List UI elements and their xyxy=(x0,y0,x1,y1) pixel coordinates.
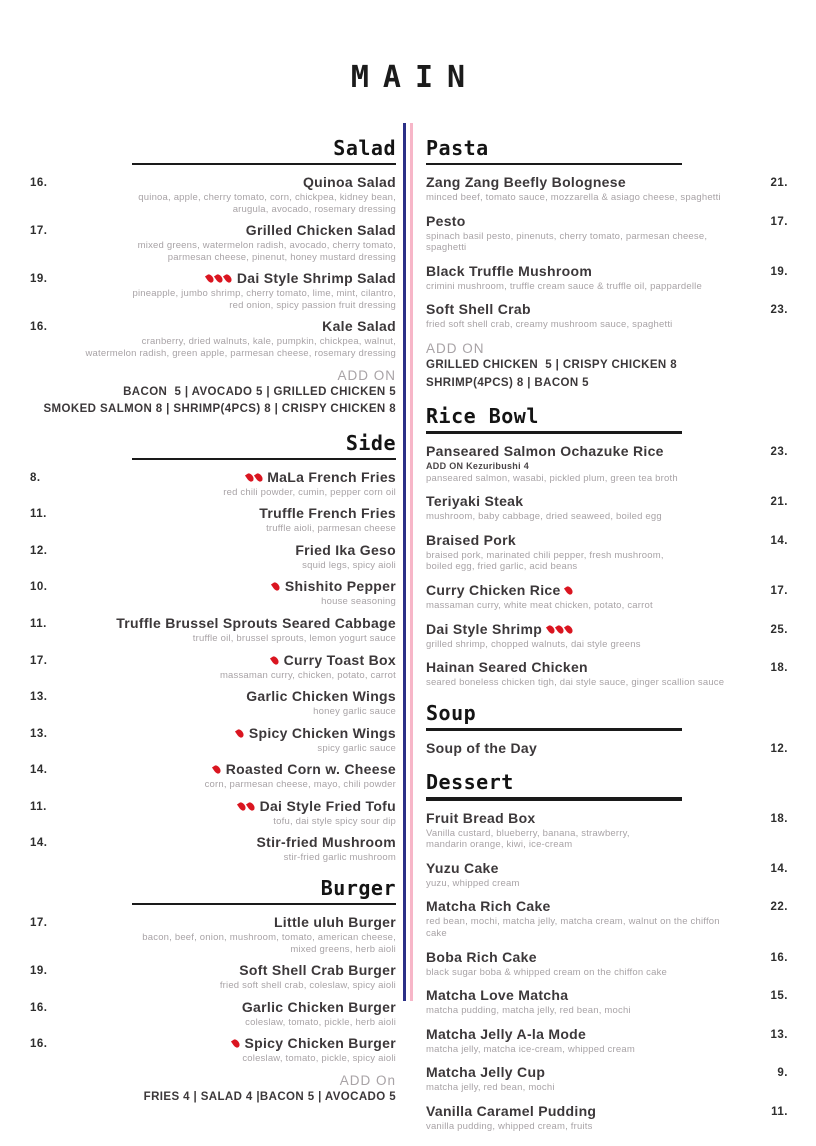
menu-item xyxy=(426,1103,788,1133)
item-name-row xyxy=(83,798,396,816)
menu-item xyxy=(426,582,788,612)
item-name-row xyxy=(83,1035,396,1053)
section-underline xyxy=(426,797,682,801)
item-price: 21. xyxy=(770,496,788,509)
item-description: braised pork, marinated chili pepper, fresh mushroom, xyxy=(426,549,664,561)
item-name: Soup of the Day xyxy=(426,740,538,757)
section-pasta xyxy=(426,137,788,392)
item-description: mixed greens, watermelon radish, avocado, cherry tomato, xyxy=(137,240,396,252)
section-burger xyxy=(28,877,396,1107)
item-description: truffle oil, brussel sprouts, lemon yogurt sauce xyxy=(192,632,396,644)
item-name-row xyxy=(426,621,738,639)
addon-block xyxy=(426,340,788,392)
item-price: 16. xyxy=(30,1038,48,1051)
item-price: 13. xyxy=(30,691,48,704)
item-name: Garlic Chicken Burger xyxy=(241,998,396,1015)
addon-title: ADD ON xyxy=(337,367,396,383)
item-name-row xyxy=(426,740,738,758)
spicy-level xyxy=(546,621,573,639)
item-name: Soft Shell Crab Burger xyxy=(239,962,396,979)
item-description: mandarin orange, kiwi, ice-cream xyxy=(426,839,573,851)
item-name: Little uluh Burger xyxy=(273,914,396,931)
menu-item xyxy=(426,621,788,651)
item-name-row xyxy=(83,318,396,336)
menu-item xyxy=(28,542,396,572)
item-name-row xyxy=(83,688,396,706)
item-price: 22. xyxy=(770,901,788,914)
item-description: seared boneless chicken tigh, dai style sauce, ginger scallion sauce xyxy=(426,677,725,689)
chili-pepper-icon xyxy=(237,801,247,812)
item-description: boiled egg, fried garlic, acid beans xyxy=(426,561,578,573)
chili-pepper-icon xyxy=(246,801,256,812)
item-name: Kale Salad xyxy=(322,318,396,335)
item-name: Yuzu Cake xyxy=(426,859,499,876)
item-name: Quinoa Salad xyxy=(302,174,396,190)
item-price: 13. xyxy=(770,1028,788,1041)
item-name-row xyxy=(426,443,738,461)
item-price: 9. xyxy=(777,1067,788,1080)
item-description: honey garlic sauce xyxy=(313,706,396,718)
item-name-row xyxy=(426,810,738,828)
item-description: spicy garlic sauce xyxy=(317,742,396,754)
section-title-dessert: Dessert xyxy=(426,770,514,795)
item-description: coleslaw, tomato, pickle, spicy aioli xyxy=(242,1053,396,1065)
section-title-burger: Burger xyxy=(320,876,396,901)
menu-item xyxy=(426,443,788,484)
item-price: 11. xyxy=(30,508,47,521)
addon-block xyxy=(28,367,396,419)
item-price: 16. xyxy=(770,951,788,964)
item-description: massaman curry, white meat chicken, potato, carrot xyxy=(426,600,653,611)
item-price: 19. xyxy=(770,265,788,278)
item-name-row xyxy=(426,532,738,550)
item-price: 17. xyxy=(770,215,788,228)
item-price: 18. xyxy=(770,812,788,825)
item-price: 12. xyxy=(770,743,788,756)
chili-pepper-icon xyxy=(555,624,565,635)
addon-option-line: GRILLED CHICKEN 5 | CRISPY CHICKEN 8 xyxy=(426,359,678,372)
item-addon-note: ADD ON Kezuribushi 4 xyxy=(426,461,530,472)
item-description: arugula, avocado, rosemary dressing xyxy=(232,203,396,215)
item-name: Dai Style Fried Tofu xyxy=(259,797,396,814)
item-name-row xyxy=(83,505,396,523)
item-price: 10. xyxy=(30,581,48,594)
item-name: Teriyaki Steak xyxy=(426,493,524,510)
item-name-row xyxy=(83,914,396,932)
addon-option-line: SHRIMP(4PCS) 8 | BACON 5 xyxy=(426,376,589,389)
item-price: 15. xyxy=(770,990,788,1003)
menu-item xyxy=(28,505,396,535)
spicy-level xyxy=(206,270,233,288)
item-name: Matcha Rich Cake xyxy=(426,898,551,915)
addon-option-line: SMOKED SALMON 8 | SHRIMP(4PCS) 8 | CRISPY CHICKEN 8 xyxy=(43,403,396,416)
item-description: cranberry, dried walnuts, kale, pumpkin, chickpea, walnut, xyxy=(141,336,396,348)
spicy-level xyxy=(271,652,280,670)
menu-item xyxy=(28,914,396,955)
item-name: Grilled Chicken Salad xyxy=(245,222,396,239)
addon-block xyxy=(28,1072,396,1107)
menu-item xyxy=(28,578,396,608)
item-description: fried soft shell crab, creamy mushroom sauce, spaghetti xyxy=(426,319,673,331)
addon-title: ADD On xyxy=(339,1072,396,1088)
item-description: panseared salmon, wasabi, pickled plum, green tea broth xyxy=(426,472,678,484)
item-name: Truffle Brussel Sprouts Seared Cabbage xyxy=(116,614,396,631)
item-name: Matcha Jelly A-la Mode xyxy=(426,1025,587,1042)
section-underline xyxy=(426,163,682,165)
item-description: matcha jelly, red bean, mochi xyxy=(426,1082,555,1094)
section-underline xyxy=(426,431,682,435)
item-price: 13. xyxy=(30,727,48,740)
chili-pepper-icon xyxy=(223,273,233,284)
spicy-level xyxy=(272,578,281,596)
section-title-soup: Soup xyxy=(426,700,477,725)
item-name: Fruit Bread Box xyxy=(426,809,536,826)
item-name: Garlic Chicken Wings xyxy=(246,688,396,705)
item-description: pineapple, jumbo shrimp, cherry tomato, lime, mint, cilantro, xyxy=(132,288,396,300)
item-price: 11. xyxy=(30,617,47,630)
menu-item xyxy=(28,270,396,311)
item-name: Black Truffle Mushroom xyxy=(426,262,593,279)
item-name: Matcha Love Matcha xyxy=(426,987,569,1004)
item-name-row xyxy=(426,1103,738,1121)
item-description: crimini mushroom, truffle cream sauce & truffle oil, pappardelle xyxy=(426,280,702,292)
menu-item xyxy=(28,1035,396,1065)
item-name: Panseared Salmon Ochazuke Rice xyxy=(426,443,664,460)
item-description: grilled shrimp, chopped walnuts, dai style greens xyxy=(426,638,641,650)
menu-item xyxy=(426,810,788,851)
item-description: yuzu, whipped cream xyxy=(426,877,520,889)
item-price: 17. xyxy=(30,917,48,930)
item-price: 8. xyxy=(30,471,41,484)
menu-item xyxy=(426,301,788,331)
menu-item xyxy=(28,798,396,828)
item-name: MaLa French Fries xyxy=(267,468,396,485)
spicy-level xyxy=(213,761,222,779)
item-name: Shishito Pepper xyxy=(284,578,396,595)
spicy-level xyxy=(238,798,256,816)
spicy-level xyxy=(565,582,574,600)
item-name: Dai Style Shrimp Salad xyxy=(236,270,396,287)
item-description: quinoa, apple, cherry tomato, corn, chickpea, kidney bean, xyxy=(138,192,396,203)
item-description: parmesan cheese, pinenut, honey mustard dressing xyxy=(167,251,396,263)
item-price: 17. xyxy=(30,654,48,667)
menu-item xyxy=(28,761,396,791)
section-underline xyxy=(132,458,396,460)
item-price: 16. xyxy=(30,177,48,189)
section-title-side: Side xyxy=(345,430,396,455)
addon-title: ADD ON xyxy=(426,340,485,356)
item-price: 12. xyxy=(30,544,48,557)
item-price: 23. xyxy=(770,446,788,459)
addon-option-line: FRIES 4 | SALAD 4 |BACON 5 | AVOCADO 5 xyxy=(143,1091,396,1104)
item-name-row xyxy=(83,652,396,670)
chili-pepper-icon xyxy=(254,472,264,483)
menu-item xyxy=(426,949,788,979)
item-name: Dai Style Shrimp xyxy=(426,620,543,637)
item-price: 11. xyxy=(30,800,47,813)
item-description: Vanilla custard, blueberry, banana, strawberry, xyxy=(426,827,630,839)
menu-item xyxy=(28,688,396,718)
item-name-row xyxy=(426,659,738,677)
item-description: bacon, beef, onion, mushroom, tomato, american cheese, xyxy=(142,932,396,944)
menu-item xyxy=(28,834,396,864)
item-name-row xyxy=(83,542,396,560)
item-name: Pesto xyxy=(426,212,466,229)
item-description: minced beef, tomato sauce, mozzarella & asiago cheese, spaghetti xyxy=(426,192,721,203)
section-title-rice-bowl: Rice Bowl xyxy=(426,403,539,428)
divider-navy-line xyxy=(403,123,406,1001)
item-name: Boba Rich Cake xyxy=(426,948,537,965)
divider-pink-line xyxy=(410,123,413,1001)
item-name-row xyxy=(426,860,738,878)
spicy-level xyxy=(232,1035,241,1053)
section-underline xyxy=(132,903,396,905)
item-description: red chili powder, cumin, pepper corn oil xyxy=(223,486,396,498)
chili-pepper-icon xyxy=(271,581,281,592)
menu-item xyxy=(28,652,396,682)
item-description: coleslaw, tomato, pickle, herb aioli xyxy=(245,1016,396,1028)
section-salad xyxy=(28,137,396,419)
item-name: Soft Shell Crab xyxy=(426,301,531,318)
menu-item xyxy=(426,493,788,523)
item-description: mixed greens, herb aioli xyxy=(290,943,396,955)
item-name-row xyxy=(83,999,396,1017)
item-name-row xyxy=(426,174,738,192)
item-name: Stir-fried Mushroom xyxy=(256,834,396,851)
item-description: truffle aioli, parmesan cheese xyxy=(266,523,396,535)
item-price: 17. xyxy=(770,585,788,597)
item-price: 14. xyxy=(30,764,48,777)
item-price: 23. xyxy=(770,304,788,317)
menu-item xyxy=(426,174,788,204)
item-name: Zang Zang Beefly Bolognese xyxy=(426,174,626,190)
chili-pepper-icon xyxy=(270,655,280,666)
menu-item xyxy=(28,222,396,263)
section-side xyxy=(28,432,396,864)
item-description: massaman curry, chicken, potato, carrot xyxy=(219,669,396,681)
item-description: fried soft shell crab, coleslaw, spicy aioli xyxy=(219,980,396,992)
item-name-row xyxy=(426,987,738,1005)
item-name-row xyxy=(83,270,396,288)
item-name-row xyxy=(426,493,738,511)
item-name: Roasted Corn w. Cheese xyxy=(225,761,396,778)
section-title-pasta: Pasta xyxy=(426,136,489,160)
chili-pepper-icon xyxy=(231,1038,241,1049)
item-name: Curry Chicken Rice xyxy=(426,582,561,598)
item-price: 21. xyxy=(770,177,788,189)
item-name: Fried Ika Geso xyxy=(295,541,396,558)
menu-item xyxy=(28,999,396,1029)
item-description: squid legs, spicy aioli xyxy=(302,559,396,571)
item-price: 25. xyxy=(770,623,788,636)
menu-item xyxy=(28,962,396,992)
item-name: Truffle French Fries xyxy=(259,505,396,522)
chili-pepper-icon xyxy=(564,585,574,596)
item-name: Spicy Chicken Burger xyxy=(244,1035,396,1052)
item-description: house seasoning xyxy=(321,596,396,608)
menu-item xyxy=(28,469,396,499)
spicy-level xyxy=(245,469,263,487)
item-description: red onion, spicy passion fruit dressing xyxy=(229,299,396,311)
menu-item xyxy=(426,1064,788,1094)
menu-item xyxy=(426,1026,788,1056)
item-name-row xyxy=(83,469,396,487)
item-price: 19. xyxy=(30,273,48,286)
item-name-row xyxy=(426,949,738,967)
chili-pepper-icon xyxy=(235,728,245,739)
menu-item xyxy=(426,898,788,939)
item-description: tofu, dai style spicy sour dip xyxy=(273,815,396,827)
page-title: MAIN xyxy=(350,60,480,95)
item-name: Hainan Seared Chicken xyxy=(426,659,588,676)
item-description: vanilla pudding, whipped cream, fruits xyxy=(426,1120,593,1132)
item-name-row xyxy=(83,578,396,596)
item-name: Vanilla Caramel Pudding xyxy=(426,1102,597,1119)
item-name-row xyxy=(83,962,396,980)
section-underline xyxy=(132,163,396,165)
item-price: 19. xyxy=(30,965,48,978)
chili-pepper-icon xyxy=(245,472,255,483)
item-description: matcha pudding, matcha jelly, red bean, mochi xyxy=(426,1005,631,1017)
item-name: Curry Toast Box xyxy=(283,651,396,668)
item-price: 16. xyxy=(30,321,48,334)
item-name: Matcha Jelly Cup xyxy=(426,1064,546,1081)
section-soup xyxy=(426,702,788,759)
item-description: mushroom, baby cabbage, dried seaweed, boiled egg xyxy=(426,511,662,523)
item-description: red bean, mochi, matcha jelly, matcha cream, walnut on the chiffon cake xyxy=(426,916,720,940)
item-description: spinach basil pesto, pinenuts, cherry tomato, parmesan cheese, spaghetti xyxy=(426,230,708,254)
item-name-row xyxy=(426,301,738,319)
chili-pepper-icon xyxy=(212,764,222,775)
item-name-row xyxy=(426,263,738,281)
item-name-row xyxy=(426,582,738,600)
menu-item xyxy=(426,659,788,689)
item-description: watermelon radish, green apple, parmesan cheese, rosemary dressing xyxy=(85,348,396,360)
spicy-level xyxy=(236,725,245,743)
section-dessert xyxy=(426,771,788,1132)
item-name-row xyxy=(83,174,396,192)
item-name-row xyxy=(426,1064,738,1082)
item-name-row xyxy=(83,615,396,633)
addon-option-line: BACON 5 | AVOCADO 5 | GRILLED CHICKEN 5 xyxy=(123,386,396,399)
menu-item xyxy=(426,532,788,573)
item-name: Spicy Chicken Wings xyxy=(248,724,396,741)
item-price: 17. xyxy=(30,225,48,238)
menu-item xyxy=(28,615,396,645)
menu-item xyxy=(28,725,396,755)
item-name-row xyxy=(426,213,738,231)
right-column xyxy=(426,137,788,1146)
item-description: corn, parmesan cheese, mayo, chili powder xyxy=(204,779,396,791)
item-name-row xyxy=(83,761,396,779)
left-column xyxy=(28,137,396,1120)
item-price: 18. xyxy=(770,662,788,675)
item-price: 11. xyxy=(771,1105,788,1118)
item-description: stir-fried garlic mushroom xyxy=(283,852,396,864)
item-price: 16. xyxy=(30,1001,48,1014)
item-description: black sugar boba & whipped cream on the chiffon cake xyxy=(426,966,668,978)
item-name-row xyxy=(83,222,396,240)
menu-item xyxy=(426,987,788,1017)
section-title-salad: Salad xyxy=(333,136,396,160)
menu-item xyxy=(426,263,788,293)
item-name-row xyxy=(426,1026,738,1044)
item-description: matcha jelly, matcha ice-cream, whipped cream xyxy=(426,1043,635,1055)
item-price: 14. xyxy=(30,837,48,850)
menu-item xyxy=(426,213,788,254)
item-name-row xyxy=(83,725,396,743)
item-name-row xyxy=(83,834,396,852)
section-rice-bowl xyxy=(426,405,788,689)
item-price: 14. xyxy=(770,534,788,547)
menu-item xyxy=(426,860,788,890)
menu-item xyxy=(426,740,788,758)
item-name: Braised Pork xyxy=(426,531,516,548)
item-name-row xyxy=(426,898,738,916)
chili-pepper-icon xyxy=(564,624,574,635)
menu-item xyxy=(28,174,396,215)
chili-pepper-icon xyxy=(546,624,556,635)
section-underline xyxy=(426,728,682,732)
menu-item xyxy=(28,318,396,359)
item-price: 14. xyxy=(770,862,788,875)
